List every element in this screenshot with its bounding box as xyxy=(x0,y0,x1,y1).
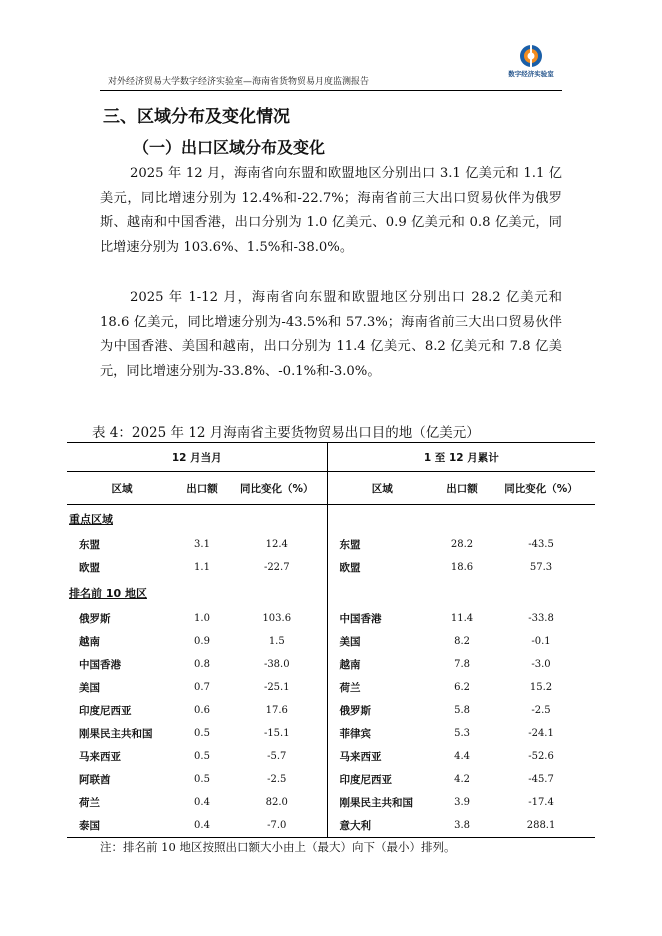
cell-yoy: -5.7 xyxy=(227,745,327,768)
cell-region: 俄罗斯 xyxy=(79,613,111,625)
col-export-left: 出口额 xyxy=(177,472,227,505)
cell-export: 1.0 xyxy=(194,613,210,624)
cell-yoy: 17.6 xyxy=(227,699,327,722)
table-note: 注：排名前 10 地区按照出口额大小由上（最大）向下（最小）排列。 xyxy=(100,840,456,854)
cell-yoy: 12.4 xyxy=(227,533,327,556)
cell-export: 11.4 xyxy=(450,613,474,624)
cell-region: 俄罗斯 xyxy=(339,705,372,717)
cell-export: 3.9 xyxy=(454,797,470,808)
cell-export: 7.8 xyxy=(454,659,470,670)
subsection-title: （一）出口区域分布及变化 xyxy=(133,138,326,157)
cell-export: 0.5 xyxy=(194,728,210,739)
table-row xyxy=(67,791,595,814)
cell-yoy: -3.0 xyxy=(531,659,551,670)
cell-export: 0.8 xyxy=(194,659,210,670)
cell-export: 4.2 xyxy=(454,774,470,785)
cell-yoy: -15.1 xyxy=(227,722,327,745)
cell-export: 0.5 xyxy=(194,774,210,785)
cell-export: 0.7 xyxy=(194,682,210,693)
col-export-right: 出口额 xyxy=(437,472,487,505)
cell-region: 阿联酋 xyxy=(79,774,111,786)
col-yoy-right: 同比变化（%） xyxy=(487,472,595,505)
logo-emblem-icon xyxy=(517,44,545,68)
cell-region: 印度尼西亚 xyxy=(339,774,393,786)
table-row xyxy=(67,768,595,791)
cell-region: 美国 xyxy=(79,682,100,694)
cell-region: 欧盟 xyxy=(339,562,361,574)
cell-region: 东盟 xyxy=(79,539,100,551)
table-row xyxy=(67,607,595,630)
cell-export: 4.4 xyxy=(454,751,470,762)
cell-export: 3.1 xyxy=(194,539,210,550)
table-caption: 表 4：2025 年 12 月海南省主要货物贸易出口目的地（亿美元） xyxy=(92,425,480,441)
cell-yoy: -2.5 xyxy=(531,705,551,716)
col-region-left: 区域 xyxy=(67,472,177,505)
cell-export: 5.3 xyxy=(454,728,470,739)
cell-export: 0.5 xyxy=(194,751,210,762)
header-text: 对外经济贸易大学数字经济实验室—海南省货物贸易月度监测报告 xyxy=(108,77,370,87)
cell-export: 18.6 xyxy=(450,562,474,573)
cell-region: 刚果民主共和国 xyxy=(79,728,153,740)
cell-export: 0.9 xyxy=(194,636,210,647)
cell-yoy: -7.0 xyxy=(227,814,327,838)
cell-yoy: 288.1 xyxy=(526,820,556,831)
cell-yoy: 1.5 xyxy=(227,630,327,653)
cell-yoy: -17.4 xyxy=(528,797,554,808)
cell-export: 8.2 xyxy=(454,636,470,647)
logo-text: 数字经济实验室 xyxy=(508,70,554,78)
left-group-header: 12 月当月 xyxy=(67,443,327,472)
export-destination-table xyxy=(67,442,595,838)
section-title: 三、区域分布及变化情况 xyxy=(103,107,290,127)
cell-region: 越南 xyxy=(339,659,361,671)
cell-region: 中国香港 xyxy=(339,613,382,625)
cell-yoy: -24.1 xyxy=(528,728,554,739)
cell-yoy: -33.8 xyxy=(528,613,554,624)
cell-region: 泰国 xyxy=(79,820,100,832)
cell-region: 美国 xyxy=(339,636,361,648)
cell-yoy: -22.7 xyxy=(227,556,327,579)
cell-export: 0.6 xyxy=(194,705,210,716)
lab-logo xyxy=(498,44,564,78)
paragraph-annual: 2025 年 1-12 月，海南省向东盟和欧盟地区分别出口 28.2 亿美元和 18.6 亿美元，同比增速分别为-43.5%和 57.3%；海南省前三大出口贸易伙伴为中国香港、美国和越南，出口分别为 11.4 亿美元、8.2 亿美元和 7.8 亿美元，同比增速分别为-33.8%、-0.1%和-3.0%。 xyxy=(100,290,562,379)
cell-export: 3.8 xyxy=(454,820,470,831)
cell-yoy: -45.7 xyxy=(528,774,554,785)
cell-yoy: 15.2 xyxy=(529,682,553,693)
cell-region: 印度尼西亚 xyxy=(79,705,132,717)
cell-region: 欧盟 xyxy=(79,562,100,574)
table-row xyxy=(67,533,595,556)
right-group-header: 1 至 12 月累计 xyxy=(423,451,499,464)
section-key-label: 重点区域 xyxy=(69,513,113,526)
cell-yoy: 57.3 xyxy=(529,562,553,573)
cell-yoy: -0.1 xyxy=(531,636,551,647)
table-row xyxy=(67,653,595,676)
cell-yoy: -2.5 xyxy=(227,768,327,791)
cell-region: 刚果民主共和国 xyxy=(339,797,414,809)
cell-region: 意大利 xyxy=(339,820,372,832)
cell-export: 5.8 xyxy=(454,705,470,716)
cell-yoy: -43.5 xyxy=(528,539,554,550)
col-region-right: 区域 xyxy=(327,472,437,505)
cell-region: 菲律宾 xyxy=(339,728,372,740)
page-header xyxy=(100,68,562,91)
cell-yoy: 82.0 xyxy=(227,791,327,814)
cell-region: 中国香港 xyxy=(79,659,121,671)
cell-region: 荷兰 xyxy=(79,797,100,809)
cell-yoy: 103.6 xyxy=(227,607,327,630)
cell-yoy: -38.0 xyxy=(227,653,327,676)
table-row xyxy=(67,745,595,768)
col-yoy-left: 同比变化（%） xyxy=(227,472,327,505)
table-row xyxy=(67,722,595,745)
cell-export: 6.2 xyxy=(454,682,470,693)
section-top10-label: 排名前 10 地区 xyxy=(69,587,147,600)
cell-export: 1.1 xyxy=(194,562,210,573)
table-row xyxy=(67,556,595,579)
cell-yoy: -52.6 xyxy=(528,751,554,762)
table-row xyxy=(67,630,595,653)
cell-region: 东盟 xyxy=(339,539,361,551)
cell-export: 28.2 xyxy=(450,539,474,550)
cell-region: 马来西亚 xyxy=(79,751,121,763)
cell-region: 荷兰 xyxy=(339,682,361,694)
cell-region: 马来西亚 xyxy=(339,751,382,763)
table-row xyxy=(67,676,595,699)
cell-yoy: -25.1 xyxy=(227,676,327,699)
table-row xyxy=(67,699,595,722)
table-row xyxy=(67,814,595,838)
cell-export: 0.4 xyxy=(194,797,210,808)
cell-export: 0.4 xyxy=(194,820,210,831)
cell-region: 越南 xyxy=(79,636,100,648)
paragraph-monthly: 2025 年 12 月，海南省向东盟和欧盟地区分别出口 3.1 亿美元和 1.1 亿美元，同比增速分别为 12.4%和-22.7%；海南省前三大出口贸易伙伴为俄罗斯、越南和中国香港，出口分别为 1.0 亿美元、0.9 亿美元和 0.8 亿美元，同比增速分别为 103.6%、1.5%和-38.0%。 xyxy=(100,166,562,255)
